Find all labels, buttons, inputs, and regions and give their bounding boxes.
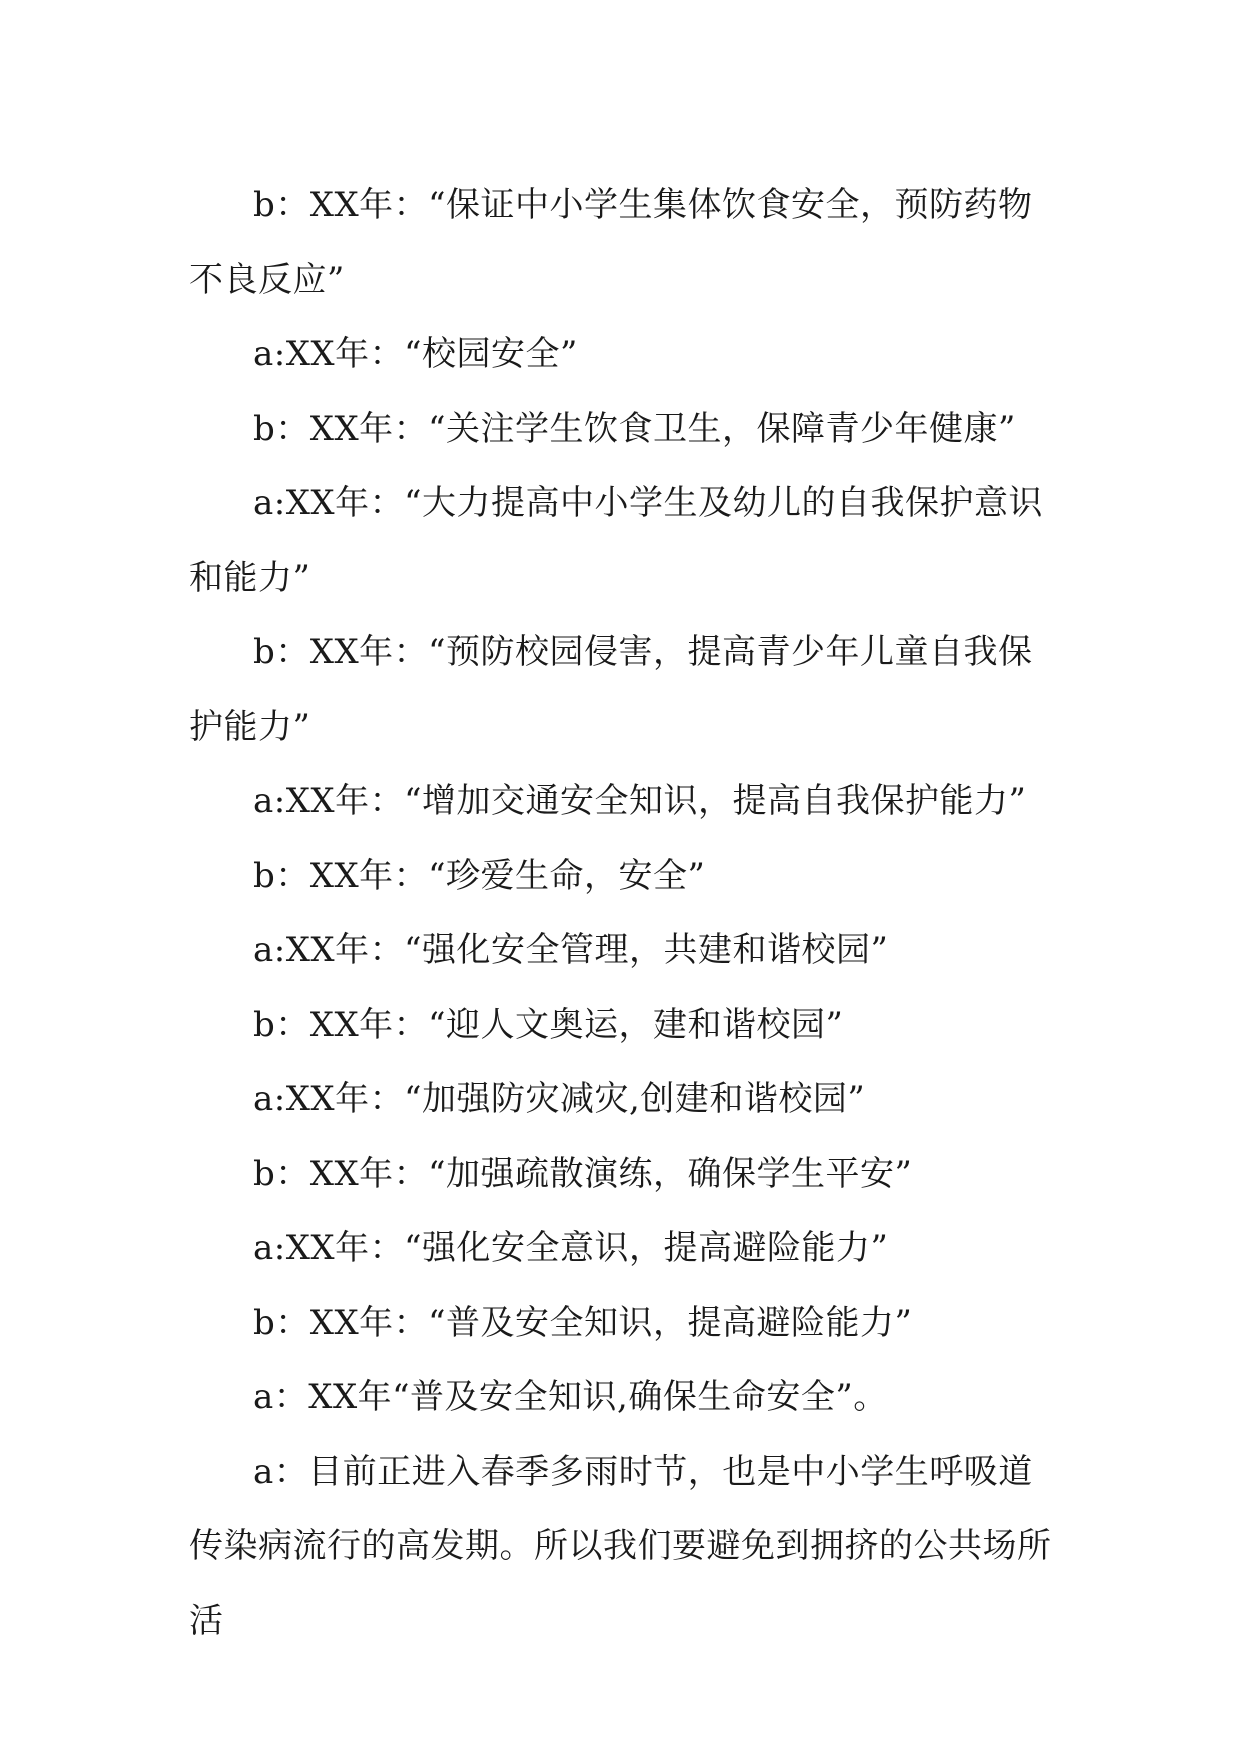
paragraph: b：XX年：“普及安全知识，提高避险能力”	[253, 1302, 913, 1343]
paragraph: b：XX年：“预防校园侵害，提高青少年儿童自我保护能力”	[189, 632, 1033, 747]
paragraph: b：XX年：“关注学生饮食卫生，保障青少年健康”	[253, 408, 1016, 449]
paragraph: a：目前正进入春季多雨时节，也是中小学生呼吸道传染病流行的高发期。所以我们要避免到拥挤的公共场所活	[189, 1451, 1052, 1641]
paragraph: a:XX年：“加强防灾减灾,创建和谐校园”	[253, 1079, 866, 1119]
paragraph: a:XX年：“强化安全意识，提高避险能力”	[253, 1228, 889, 1268]
paragraph: a：XX年“普及安全知识,确保生命安全”。	[253, 1377, 888, 1417]
paragraph: a:XX年：“增加交通安全知识，提高自我保护能力”	[253, 781, 1027, 821]
document-body	[189, 168, 1055, 1658]
paragraph: a:XX年：“大力提高中小学生及幼儿的自我保护意识和能力”	[189, 483, 1044, 598]
paragraph: a:XX年：“强化安全管理，共建和谐校园”	[253, 930, 889, 970]
paragraph: b：XX年：“保证中小学生集体饮食安全，预防药物不良反应”	[189, 185, 1033, 300]
paragraph: b：XX年：“加强疏散演练，确保学生平安”	[253, 1153, 913, 1194]
paragraph: a:XX年：“校园安全”	[253, 334, 578, 374]
paragraph: b：XX年：“珍爱生命，安全”	[253, 855, 706, 896]
paragraph: b：XX年：“迎人文奥运，建和谐校园”	[253, 1004, 844, 1045]
